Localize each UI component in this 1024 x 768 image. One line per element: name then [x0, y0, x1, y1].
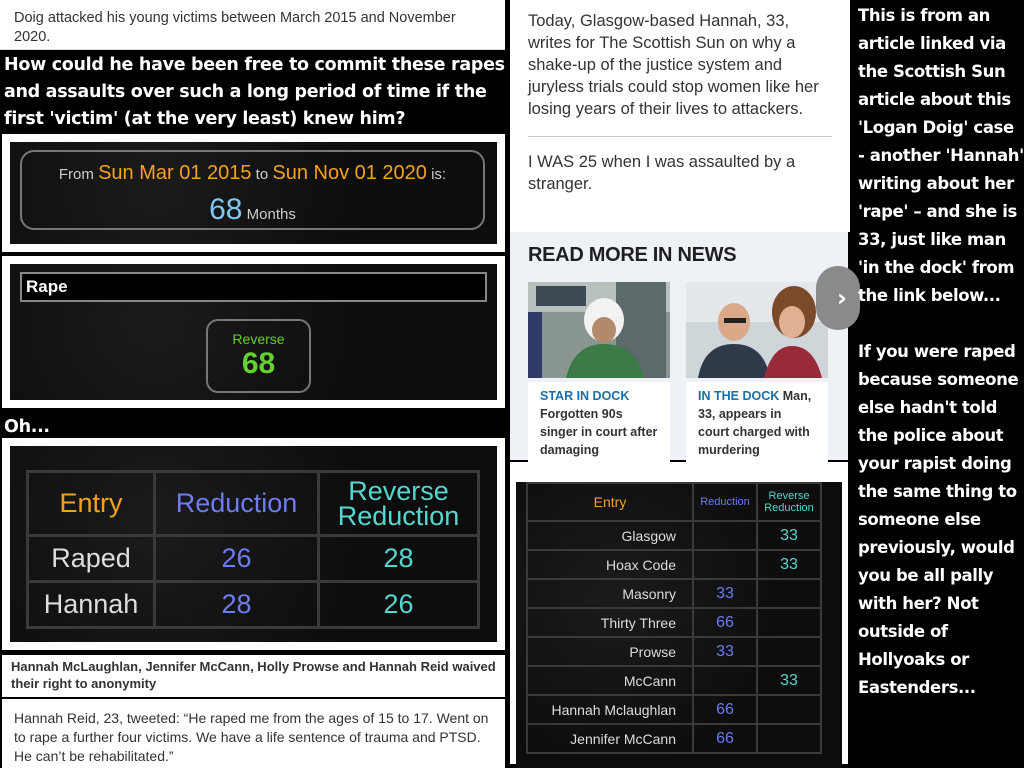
- reduction-cell: 33: [693, 637, 757, 666]
- header-reduction: Reduction: [693, 483, 757, 521]
- table-row: [28, 582, 479, 628]
- gematria-table-1-panel: [2, 438, 505, 650]
- header-entry: Entry: [28, 472, 155, 536]
- entry-cell: Thirty Three: [527, 608, 693, 637]
- article-excerpt: [510, 0, 850, 232]
- months-value: 68: [209, 193, 243, 226]
- news-card-kicker: STAR IN DOCK: [540, 389, 630, 403]
- is-word: is:: [431, 166, 447, 183]
- reverse-cell: [757, 579, 821, 608]
- header-reduction: Reduction: [155, 472, 319, 536]
- to-date: Sun Nov 01 2020: [272, 162, 427, 184]
- entry-cell: Hannah Mclaughlan: [527, 695, 693, 724]
- header-entry: Entry: [527, 483, 693, 521]
- table-header-row: [28, 472, 479, 536]
- header-reverse-reduction: Reverse Reduction: [757, 483, 821, 521]
- anonymity-caption: Hannah McLaughlan, Jennifer McCann, Holly Prowse and Hannah Reid waived their right to anonymity: [2, 655, 505, 697]
- reduction-cell: 26: [155, 536, 319, 582]
- table-row: [527, 579, 821, 608]
- gematria-table-2-panel: [510, 462, 848, 764]
- to-word: to: [255, 166, 269, 183]
- entry-cell: Hoax Code: [527, 550, 693, 579]
- reverse-value: 68: [241, 347, 276, 380]
- reduction-cell: [693, 666, 757, 695]
- article-lead: I WAS 25 when I was assaulted by a stranger.: [528, 153, 796, 193]
- table-header-row: [527, 483, 821, 521]
- article-snippet-doig: Doig attacked his young victims between March 2015 and November 2020.: [0, 0, 505, 50]
- table-row: [527, 724, 821, 753]
- commentary-paragraph-2: If you were raped because someone else hadn't told the police about your rapist doing the same thing to someone else previously, would you be all pally with her? Not outside of Hollyoaks or Eastenders...: [858, 342, 1019, 697]
- table-row: [527, 695, 821, 724]
- reverse-cell: 28: [319, 536, 479, 582]
- reduction-cell: 66: [693, 724, 757, 753]
- months-line: [22, 193, 483, 227]
- table-row: [527, 521, 821, 550]
- news-card-text: [686, 382, 828, 462]
- from-date: Sun Mar 01 2015: [98, 162, 252, 184]
- read-more-heading: READ MORE IN NEWS: [528, 244, 737, 266]
- divider: [528, 136, 832, 137]
- from-word: From: [58, 166, 94, 183]
- question-caption: How could he have been free to commit these rapes and assaults over such a long period of time if the first 'victim' (at the very least) knew him?: [4, 55, 505, 129]
- reduction-cell: 33: [693, 579, 757, 608]
- news-card-kicker: IN THE DOCK: [698, 389, 780, 403]
- entry-cell: Hannah: [28, 582, 155, 628]
- reduction-cell: [693, 550, 757, 579]
- reverse-cell: 33: [757, 521, 821, 550]
- reverse-cell: [757, 695, 821, 724]
- months-label: Months: [246, 206, 296, 223]
- oh-caption: Oh...: [4, 417, 50, 437]
- news-card-in-the-dock[interactable]: [686, 282, 828, 462]
- reduction-cell: 28: [155, 582, 319, 628]
- news-card-headline: Man, 33, appears in court charged with murdering: [698, 389, 812, 457]
- news-card-photo: [528, 282, 670, 378]
- reduction-cell: [693, 521, 757, 550]
- entry-cell: Glasgow: [527, 521, 693, 550]
- table-row: [527, 666, 821, 695]
- reverse-cell: [757, 608, 821, 637]
- reverse-cell: 33: [757, 666, 821, 695]
- entry-cell: Prowse: [527, 637, 693, 666]
- phrase-input[interactable]: Rape: [20, 272, 487, 302]
- reverse-cell: [757, 637, 821, 666]
- read-more-section: [510, 232, 848, 460]
- table-row: [527, 608, 821, 637]
- table-row: [527, 637, 821, 666]
- date-calculator-panel: [2, 134, 505, 252]
- date-range-line: [22, 162, 483, 185]
- reduction-cell: 66: [693, 695, 757, 724]
- right-commentary: [858, 2, 1024, 702]
- table-row: [28, 536, 479, 582]
- reverse-result-box: [206, 319, 311, 393]
- reverse-label: Reverse: [232, 331, 285, 347]
- entry-cell: Masonry: [527, 579, 693, 608]
- reduction-cell: 66: [693, 608, 757, 637]
- commentary-paragraph-1: This is from an article linked via the Scottish Sun article about this 'Logan Doig' case - another 'Hannah' writing about her 'rape' – and she is 33, just like man 'in the dock' from the link below...: [858, 6, 1024, 305]
- header-reverse-reduction: Reverse Reduction: [319, 472, 479, 536]
- entry-cell: McCann: [527, 666, 693, 695]
- news-card-star-in-dock[interactable]: [528, 282, 670, 462]
- entry-cell: Raped: [28, 536, 155, 582]
- table-row: [527, 550, 821, 579]
- months-result-box: [20, 150, 485, 230]
- reverse-cell: 26: [319, 582, 479, 628]
- gematria-table-1: [26, 470, 480, 629]
- news-card-photo: [686, 282, 828, 378]
- news-card-headline: Forgotten 90s singer in court after damaging: [540, 407, 658, 457]
- news-card-text: [528, 382, 670, 462]
- reverse-cell: 33: [757, 550, 821, 579]
- carousel-next-icon[interactable]: ›: [816, 266, 860, 330]
- hannah-reid-quote: Hannah Reid, 23, tweeted: “He raped me from the ages of 15 to 17. Went on to rape a further four victims. We have a life sentence of trauma and PTSD. He can’t be rehabilitated.”: [2, 699, 505, 768]
- reverse-cell: [757, 724, 821, 753]
- gematria-calculator-panel: [2, 256, 505, 408]
- article-intro: Today, Glasgow-based Hannah, 33, writes for The Scottish Sun on why a shake-up of the justice system and juryless trials could stop women like her losing years of their lives to attackers.: [528, 12, 819, 118]
- gematria-table-2: [526, 482, 822, 754]
- entry-cell: Jennifer McCann: [527, 724, 693, 753]
